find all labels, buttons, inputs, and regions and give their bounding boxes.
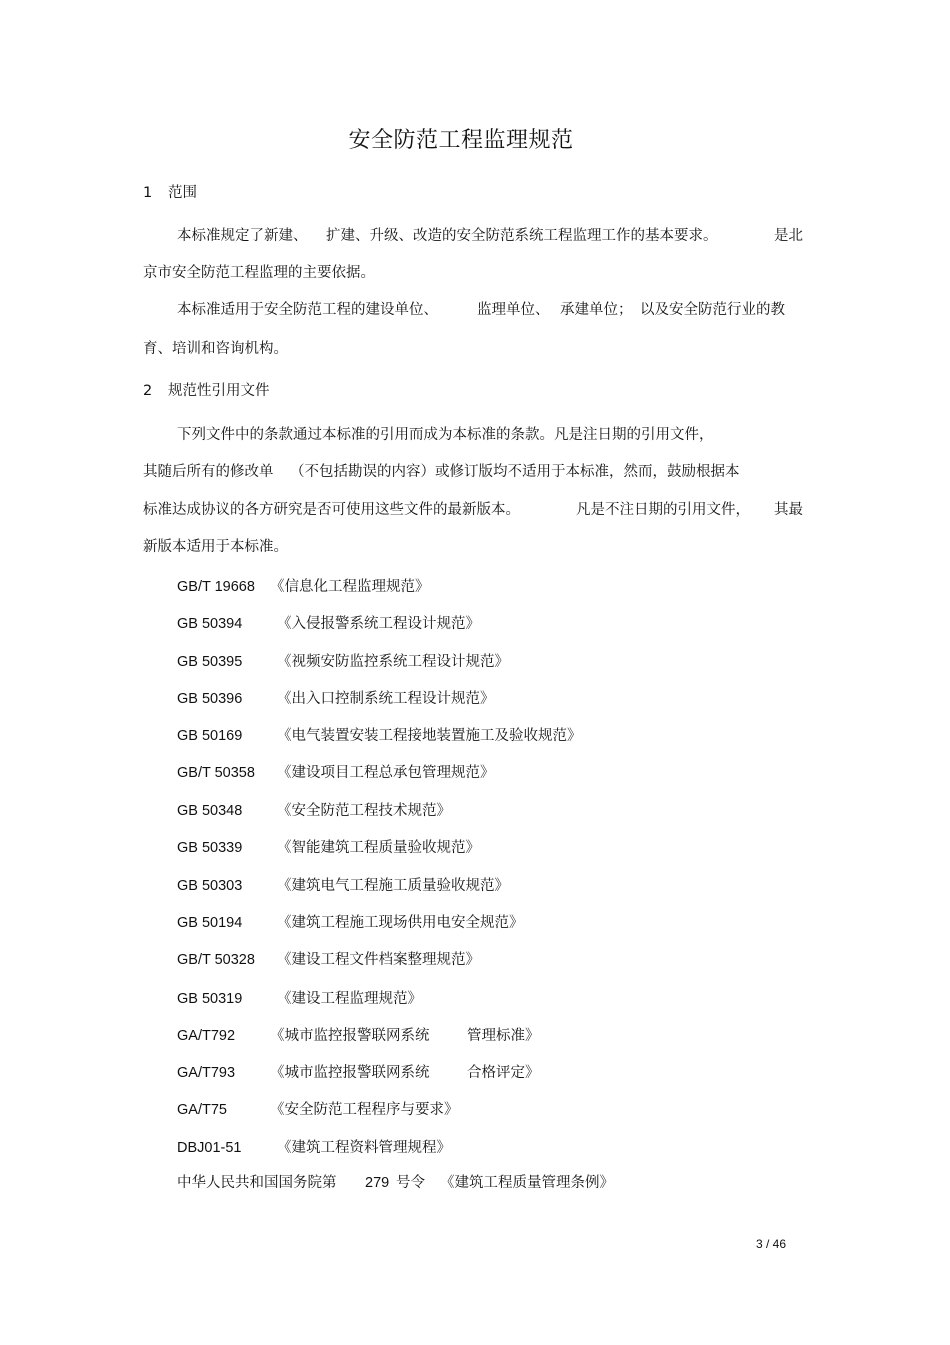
reference-code: GB 50394 — [177, 616, 243, 632]
reference-title: 《建设工程文件档案整理规范》 — [277, 952, 480, 968]
reference-code: GB/T 50328 — [177, 952, 255, 968]
text-run: 监理单位、 — [477, 302, 550, 318]
reference-title: 《建设工程监理规范》 — [277, 991, 422, 1007]
text-run: 本标准适用于安全防范工程的建设单位、 — [177, 302, 438, 318]
page-number: 3 / 46 — [756, 1237, 787, 1251]
section-number: 2 — [143, 383, 153, 399]
reference-code: GB 50303 — [177, 878, 243, 894]
reference-code: GB/T 50358 — [177, 765, 255, 781]
text-run: 凡是不注日期的引用文件， — [576, 502, 750, 518]
section-title: 范围 — [168, 185, 197, 201]
decree-suffix: 号令 — [396, 1175, 425, 1191]
reference-title: 《智能建筑工程质量验收规范》 — [277, 840, 480, 856]
section-number: 1 — [143, 185, 153, 201]
reference-title: 《建筑工程质量管理条例》 — [440, 1175, 614, 1191]
paragraph-line: 下列文件中的条款通过本标准的引用而成为本标准的条款。凡是注日期的引用文件， — [177, 427, 714, 443]
text-run: 承建单位； — [560, 302, 633, 318]
reference-code: GB 50169 — [177, 728, 243, 744]
text-run: 本标准规定了新建、 — [177, 228, 308, 244]
reference-code: GB 50339 — [177, 840, 243, 856]
text-run: 标准达成协议的各方研究是否可使用这些文件的最新版本。 — [143, 502, 520, 518]
paragraph-line: 育、培训和咨询机构。 — [143, 341, 288, 357]
reference-title: 《信息化工程监理规范》 — [270, 579, 430, 595]
reference-title: 《出入口控制系统工程设计规范》 — [277, 691, 495, 707]
reference-title: 《建设项目工程总承包管理规范》 — [277, 765, 495, 781]
reference-title: 《安全防范工程程序与要求》 — [270, 1102, 459, 1118]
text-run: （不包括勘误的内容）或修订版均不适用于本标准，然而，鼓励根据本 — [290, 464, 740, 480]
reference-title: 《安全防范工程技术规范》 — [277, 803, 451, 819]
reference-code: GB 50194 — [177, 915, 243, 931]
reference-title: 《电气装置安装工程接地装置施工及验收规范》 — [277, 728, 582, 744]
section-title: 规范性引用文件 — [168, 383, 270, 399]
reference-title: 《建筑工程施工现场供用电安全规范》 — [277, 915, 524, 931]
reference-code: GA/T792 — [177, 1028, 236, 1044]
reference-code: GB 50396 — [177, 691, 243, 707]
reference-code: GB 50395 — [177, 654, 243, 670]
reference-code: GA/T75 — [177, 1102, 227, 1118]
reference-title-tail: 管理标准》 — [467, 1028, 540, 1044]
decree-prefix: 中华人民共和国国务院第 — [177, 1175, 337, 1191]
reference-title: 《城市监控报警联网系统 — [270, 1028, 430, 1044]
text-run: 是北 — [774, 228, 803, 244]
text-run: 以及安全防范行业的教 — [640, 302, 785, 318]
document-title: 安全防范工程监理规范 — [348, 128, 574, 153]
reference-title: 《视频安防监控系统工程设计规范》 — [277, 654, 509, 670]
reference-code: DBJ01-51 — [177, 1140, 242, 1156]
reference-title-tail: 合格评定》 — [467, 1065, 540, 1081]
decree-number: 279 — [365, 1175, 390, 1191]
reference-code: GB 50319 — [177, 991, 243, 1007]
reference-title: 《建筑电气工程施工质量验收规范》 — [277, 878, 509, 894]
text-run: 其最 — [774, 502, 803, 518]
paragraph-line: 京市安全防范工程监理的主要依据。 — [143, 265, 375, 281]
reference-code: GA/T793 — [177, 1065, 236, 1081]
reference-title: 《城市监控报警联网系统 — [270, 1065, 430, 1081]
reference-code: GB/T 19668 — [177, 579, 255, 595]
text-run: 扩建、升级、改造的安全防范系统工程监理工作的基本要求。 — [326, 228, 718, 244]
text-run: 其随后所有的修改单 — [143, 464, 274, 480]
reference-title: 《入侵报警系统工程设计规范》 — [277, 616, 480, 632]
paragraph-line: 新版本适用于本标准。 — [143, 539, 288, 555]
reference-code: GB 50348 — [177, 803, 243, 819]
reference-title: 《建筑工程资料管理规程》 — [277, 1140, 451, 1156]
